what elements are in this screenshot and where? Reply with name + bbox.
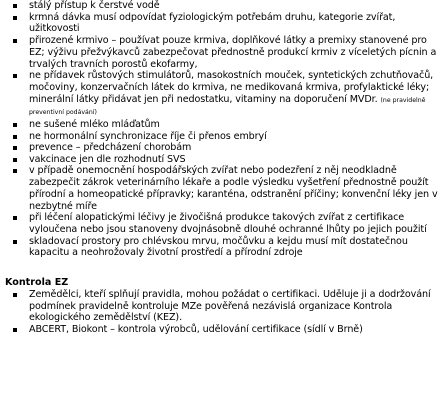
section-heading: Kontrola EZ (5, 277, 69, 288)
bullet-icon (13, 240, 17, 244)
bullet-icon (13, 158, 17, 162)
bullet-icon (13, 216, 17, 220)
bullet-icon (13, 4, 17, 8)
mvdr-note: (ne pravidelně preventivní podávání) (29, 96, 426, 117)
list-item: ne přídavek růstových stimulátorů, masokostních mouček, syntetických zchutňovačů, močoviny, konzervačních látek do krmiva, ne medikovaná krmiva, profylaktické léky; minerální látky přidávat jen při nedostatku, vitaminy na doporučení MVDr. (ne pravidelně preventivní podávání) (4, 70, 440, 119)
list-item: při léčení alopatickými léčivy je živočišná produkce takových zvířat z certifikace vyloučena nebo jsou stanoveny dvojnásobně dlouhé ochranné lhůty po jejich použití (4, 212, 440, 235)
bullet-icon (13, 293, 17, 297)
requirements-list-feeding (4, 0, 440, 142)
bullet-icon (13, 16, 17, 20)
bullet-icon (13, 74, 17, 78)
list-item: skladovací prostory pro chlévskou mrvu, močůvku a kejdu musí mít dostatečnou kapacitu a neohrožovaly životní prostředí a přírodní zdroje (4, 236, 440, 259)
list-item: krmná dávka musí odpovídat fyziologickým potřebám druhu, kategorie zvířat, užitkovosti (4, 12, 440, 35)
bullet-icon (13, 123, 17, 127)
bullet-icon (13, 169, 17, 173)
bullet-icon (13, 135, 17, 139)
list-item: ne sušené mléko mláďatům (4, 119, 440, 131)
list-item: v případě onemocnění hospodářských zvířat nebo podezření z něj neodkladně zabezpečit zákrok veterinárního lékaře a podle výsledku vyšetření přednostně použít přírodní a homeopatické přípravky; karanténa, odstranění příčiny; konvenční léky jen v nezbytné míře (4, 165, 440, 212)
certification-list (4, 289, 440, 336)
requirements-list-health (4, 142, 440, 259)
bullet-icon (13, 146, 17, 150)
list-item: přirozené krmivo – používat pouze krmiva, doplňkové látky a premixy stanovené pro EZ; výživu přežvýkavců zabezpečovat přednostně produkcí krmiv z víceletých pícnin a trvalých travních porostů ekofarmy, (4, 35, 440, 70)
list-item: stálý přístup k čerstvé vodě (4, 0, 440, 12)
list-item: ne hormonální synchronizace říje či přenos embryí (4, 131, 440, 143)
list-item: ABCERT, Biokont – kontrola výrobců, udělování certifikace (sídlí v Brně) (4, 324, 440, 336)
bullet-icon (13, 39, 17, 43)
bullet-icon (13, 328, 17, 332)
list-item: vakcinace jen dle rozhodnutí SVS (4, 154, 440, 166)
list-item: Zemědělci, kteří splňují pravidla, mohou požádat o certifikaci. Uděluje ji a dodržování podmínek pravidelně kontroluje MZe pověřená nezávislá organizace Kontrola ekologického zemědělství (KEZ). (4, 289, 440, 324)
list-item: prevence – předcházení chorobám (4, 142, 440, 154)
